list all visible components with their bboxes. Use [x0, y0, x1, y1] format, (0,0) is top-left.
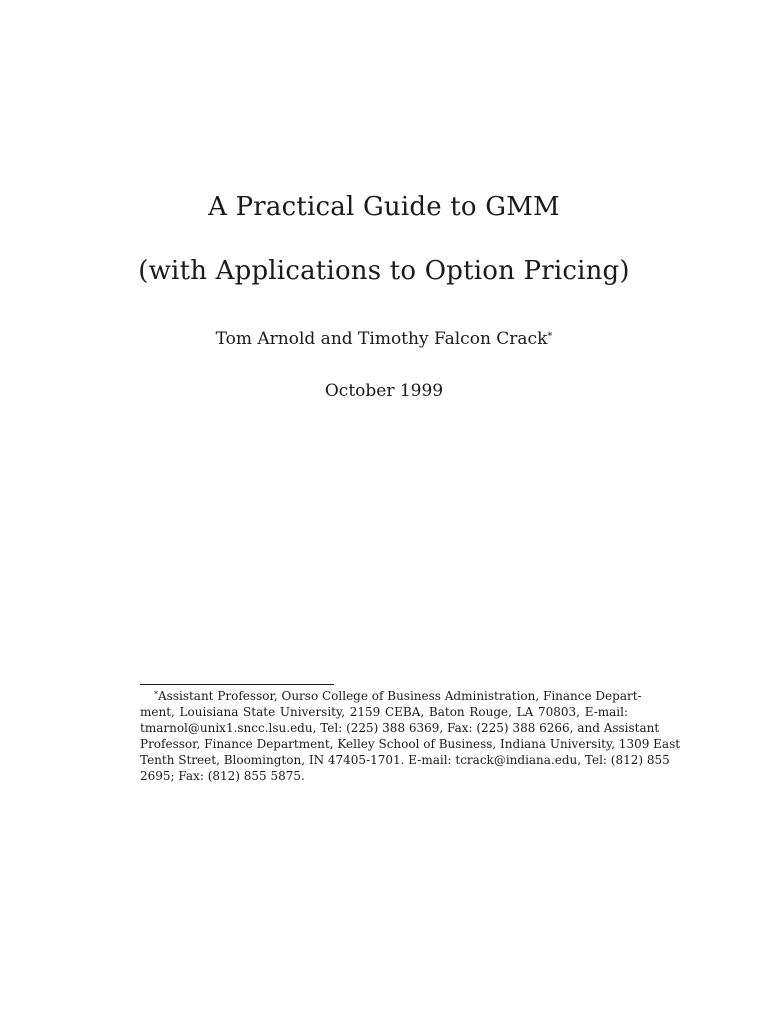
footnote-line: [140, 688, 642, 704]
author-footnote: [140, 688, 681, 784]
paper-subtitle: (with Applications to Option Pricing): [138, 256, 630, 286]
paper-title: A Practical Guide to GMM: [208, 192, 560, 222]
author-names: Tom Arnold and Timothy Falcon Crack: [215, 329, 548, 349]
paper-authors: [0, 328, 768, 350]
footnote-line: 2695; Fax: (812) 855 5875.: [140, 769, 305, 783]
footnote-line: tmarnol@unix1.sncc.lsu.edu, Tel: (225) 388 6369, Fax: (225) 388 6266, and Assistant: [140, 721, 660, 735]
footnote-line: ment, Louisiana State University, 2159 CEBA, Baton Rouge, LA 70803, E-mail:: [140, 705, 628, 719]
footnote-line: Tenth Street, Bloomington, IN 47405-1701. E-mail: tcrack@indiana.edu, Tel: (812) 855: [140, 753, 670, 767]
footnote-separator: [140, 684, 334, 685]
footnote-mark: *: [154, 690, 158, 699]
author-footnote-mark: *: [547, 331, 553, 342]
footnote-line: Professor, Finance Department, Kelley School of Business, Indiana University, 1309 East: [140, 737, 681, 751]
paper-date: October 1999: [324, 381, 444, 401]
footnote-line-text: Assistant Professor, Ourso College of Business Administration, Finance Depart-: [158, 689, 642, 703]
